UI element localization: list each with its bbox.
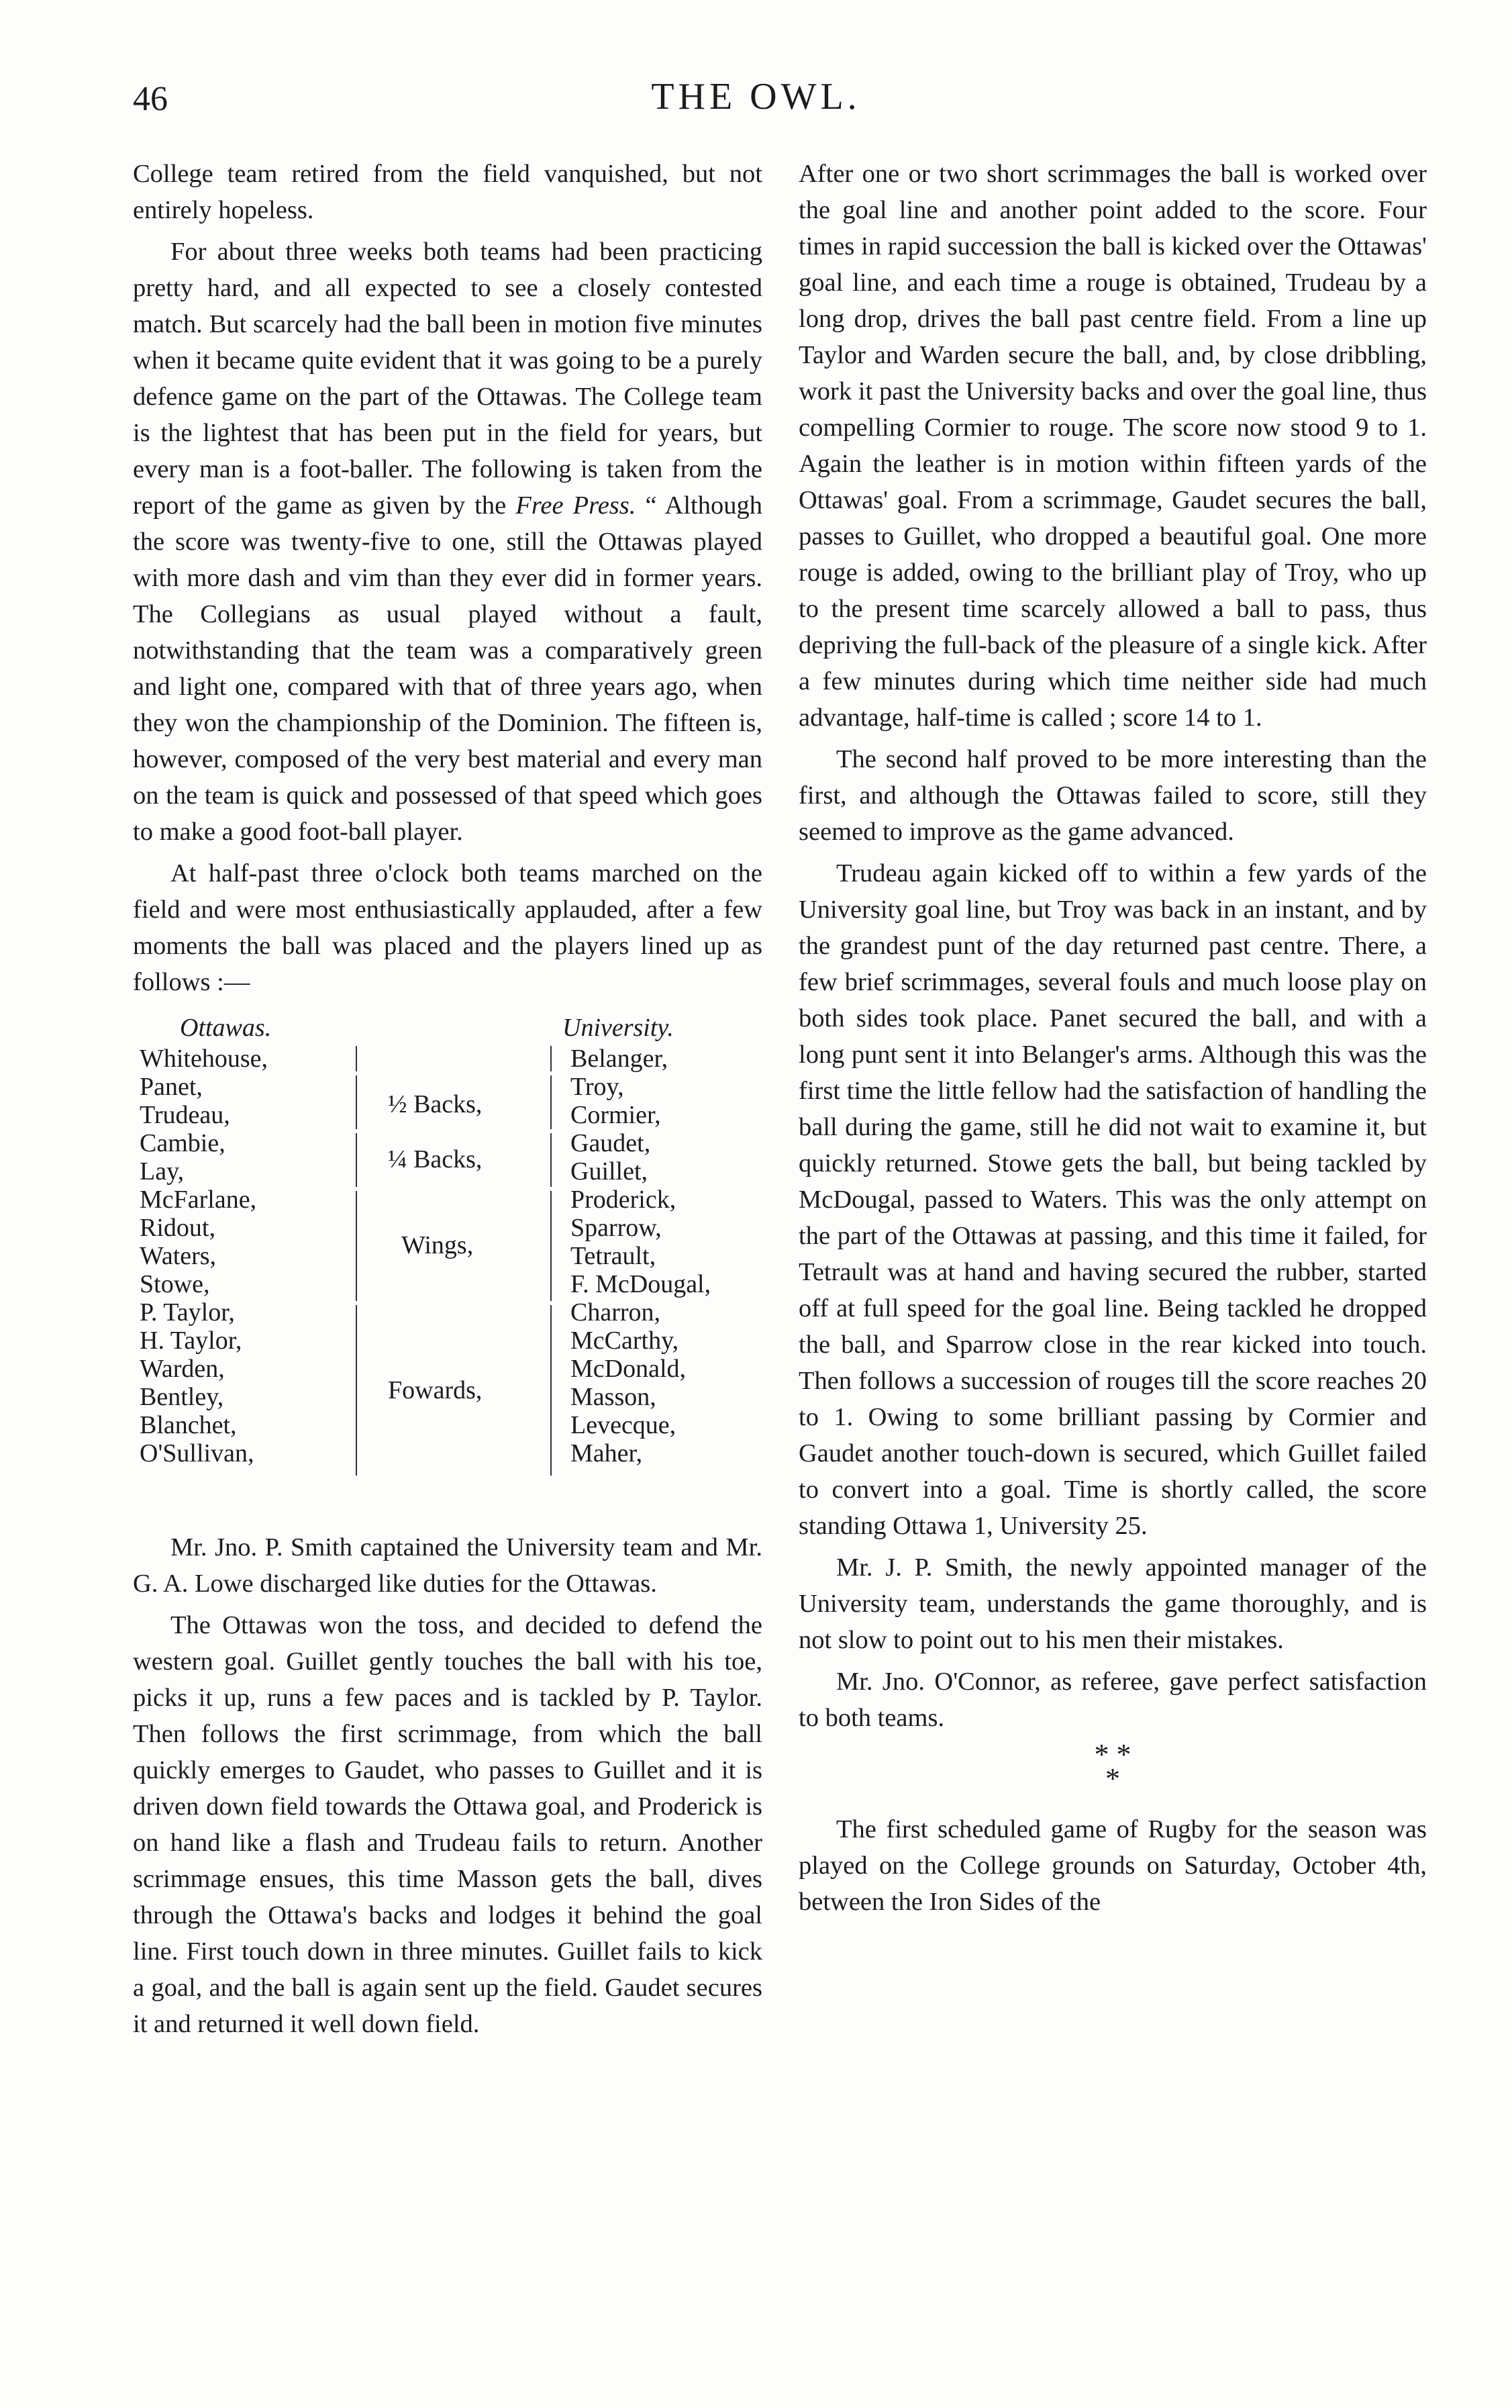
brace-line — [346, 1046, 357, 1071]
player-name: F. McDougal, — [570, 1270, 711, 1298]
paragraph: Trudeau again kicked off to within a few yards of the University goal line, but Troy was back in an instant, and by the grandest punt of the day returned past centre. There, a few brief scrimmages, several fouls and much loose play on both sides took place. Panet secured the ball, and with a long punt sent it into Belanger's arms. Although this was the first time the little fellow had the satisfaction of handling the ball during the game, still he did not wait to examine it, but quickly returned. Stowe gets the ball, but being tackled by McDougal, passed to Waters. This was the only attempt on the part of the Ottawas at passing, and this time it failed, for Tetrault was at hand and having secured the rubber, started off at full speed for the goal line. Being tackled he dropped the ball, and Sparrow close in the rear kicked into touch. Then follows a succession of rouges till the score reaches 20 to 1. Owing to some brilliant passing by Cormier and Gaudet another touch-down is secured, which Guillet failed to convert into a goal. Time is shortly called, the score standing Ottawa 1, University 25. — [799, 859, 1427, 1540]
player-name: Panet, — [140, 1073, 203, 1101]
paragraph: The second half proved to be more interesting than the first, and although the Ottawas failed to score, still they seemed to improve as the game advanced. — [799, 745, 1427, 846]
paragraph: The first scheduled game of Rugby for the season was played on the College grounds on Saturday, October 4th, between the Iron Sides of the — [799, 1815, 1427, 1916]
player-name: Guillet, — [570, 1157, 648, 1186]
player-name: Bentley, — [140, 1383, 224, 1411]
page-number: 46 — [133, 80, 168, 118]
brace-line — [346, 1191, 357, 1301]
brace-line — [550, 1305, 561, 1476]
player-name: McFarlane, — [140, 1186, 257, 1214]
player-name: Ridout, — [140, 1214, 215, 1242]
university-heading: University. — [562, 1014, 674, 1042]
newspaper-name: Free Press. — [515, 491, 636, 520]
player-name: Trudeau, — [140, 1101, 230, 1129]
brace-line — [346, 1075, 357, 1129]
paragraph: Mr. J. P. Smith, the newly appointed manager of the University team, understands the game thoroughly, and is not slow to point out to his men their mistakes. — [799, 1553, 1427, 1654]
player-name: Sparrow, — [570, 1214, 662, 1242]
player-name: Charron, — [570, 1298, 661, 1327]
player-name: Belanger, — [570, 1045, 668, 1073]
section-divider — [799, 1738, 1427, 1795]
player-name: H. Taylor, — [140, 1327, 242, 1355]
player-name: O'Sullivan, — [140, 1439, 254, 1467]
player-name: Cambie, — [140, 1129, 225, 1157]
player-name: Levecque, — [570, 1411, 676, 1439]
player-name: Whitehouse, — [140, 1045, 268, 1073]
position-label: ½ Backs, — [388, 1090, 483, 1118]
paragraph: College team retired from the field vanquished, but not entirely hopeless. — [133, 160, 762, 224]
position-label: Wings, — [401, 1231, 474, 1259]
player-name: Maher, — [570, 1439, 643, 1467]
player-name: McDonald, — [570, 1355, 687, 1383]
brace-line — [550, 1075, 561, 1129]
paragraph-text: “ Although the score was twenty-five to one, still the Ottawas played with more dash and vim than they ever did in former years. The Collegians as usual played without a fault, notwithstanding that the team was a comparatively green and light one, compared with that of three years ago, when they won the championship of the Dominion. The fifteen is, however, composed of the very best material and every man on the team is quick and possessed of that speed which goes to make a good foot-ball player. — [133, 491, 762, 846]
player-name: McCarthy, — [570, 1327, 679, 1355]
player-name: Waters, — [140, 1242, 217, 1270]
paragraph: After one or two short scrimmages the ball is worked over the goal line and another point added to the score. Four times in rapid succession the ball is kicked over the Ottawas' goal line, and each time a rouge is obtained, Trudeau by a long drop, drives the ball past centre field. From a line up Taylor and Warden secure the ball, and, by close dribbling, work it past the University backs and over the goal line, thus compelling Cormier to rouge. The score now stood 9 to 1. Again the leather is in motion within fifteen yards of the Ottawas' goal. From a scrimmage, Gaudet secures the ball, passes to Guillet, who dropped a beautiful goal. One more rouge is added, owing to the brilliant play of Troy, who up to the present time scarcely allowed a ball to pass, thus depriving the full-back of the pleasure of a single kick. After a few minutes during which time neither side had much advantage, half-time is called ; score 14 to 1. — [799, 160, 1427, 732]
player-name: Proderick, — [570, 1186, 676, 1214]
player-name: Blanchet, — [140, 1411, 237, 1439]
player-name: Cormier, — [570, 1101, 661, 1129]
position-label: Fowards, — [388, 1376, 483, 1404]
player-name: Masson, — [570, 1383, 656, 1411]
asterism-top: * * — [1094, 1738, 1131, 1771]
university-players — [570, 1045, 711, 1467]
player-name: Lay, — [140, 1157, 185, 1186]
paragraph: Mr. Jno. O'Connor, as referee, gave perfect satisfaction to both teams. — [799, 1668, 1427, 1732]
paragraph-text: For about three weeks both teams had been practicing pretty hard, and all expected to see a closely contested match. But scarcely had the ball been in motion five minutes when it became quite evident that it was going to be a purely defence game on the part of the Ottawas. The College team is the lightest that has been put in the field for years, but every man is a foot-baller. The following is taken from the report of the game as given by the — [133, 238, 762, 520]
brace-line — [550, 1133, 561, 1187]
ottawas-heading: Ottawas. — [180, 1014, 272, 1042]
right-column — [799, 156, 1427, 1925]
player-name: Troy, — [570, 1073, 624, 1101]
brace-line — [550, 1046, 561, 1071]
paragraph: At half-past three o'clock both teams marched on the field and were most enthusiastically applauded, after a few moments the ball was placed and the players lined up as follows :— — [133, 859, 762, 996]
paragraph: The Ottawas won the toss, and decided to defend the western goal. Guillet gently touches the ball with his toe, picks it up, runs a few paces and is tackled by P. Taylor. Then follows the first scrimmage, from which the ball quickly emerges to Gaudet, who passes to Guillet and it is driven down field towards the Ottawa goal, and Proderick is on hand like a flash and Trudeau fails to return. Another scrimmage ensues, this time Masson gets the ball, dives through the Ottawa's backs and lodges it behind the goal line. First touch down in three minutes. Guillet fails to kick a goal, and the ball is again sent up the field. Gaudet secures it and returned it well down field. — [133, 1611, 762, 2038]
brace-line — [346, 1133, 357, 1187]
player-name: Warden, — [140, 1355, 225, 1383]
left-column — [133, 156, 762, 2048]
player-name: Gaudet, — [570, 1129, 651, 1157]
brace-line — [346, 1305, 357, 1476]
paragraph — [133, 234, 762, 850]
brace-line — [550, 1191, 561, 1301]
player-name: Stowe, — [140, 1270, 210, 1298]
page-title: THE OWL. — [651, 76, 861, 117]
ottawas-players — [140, 1045, 268, 1467]
player-name: Tetrault, — [570, 1242, 656, 1270]
position-label: ¼ Backs, — [388, 1145, 483, 1173]
player-name: P. Taylor, — [140, 1298, 235, 1327]
paragraph: Mr. Jno. P. Smith captained the University team and Mr. G. A. Lowe discharged like duties for the Ottawas. — [133, 1533, 762, 1598]
team-lineup — [133, 1014, 762, 1510]
asterism-bottom: * — [1105, 1762, 1120, 1795]
